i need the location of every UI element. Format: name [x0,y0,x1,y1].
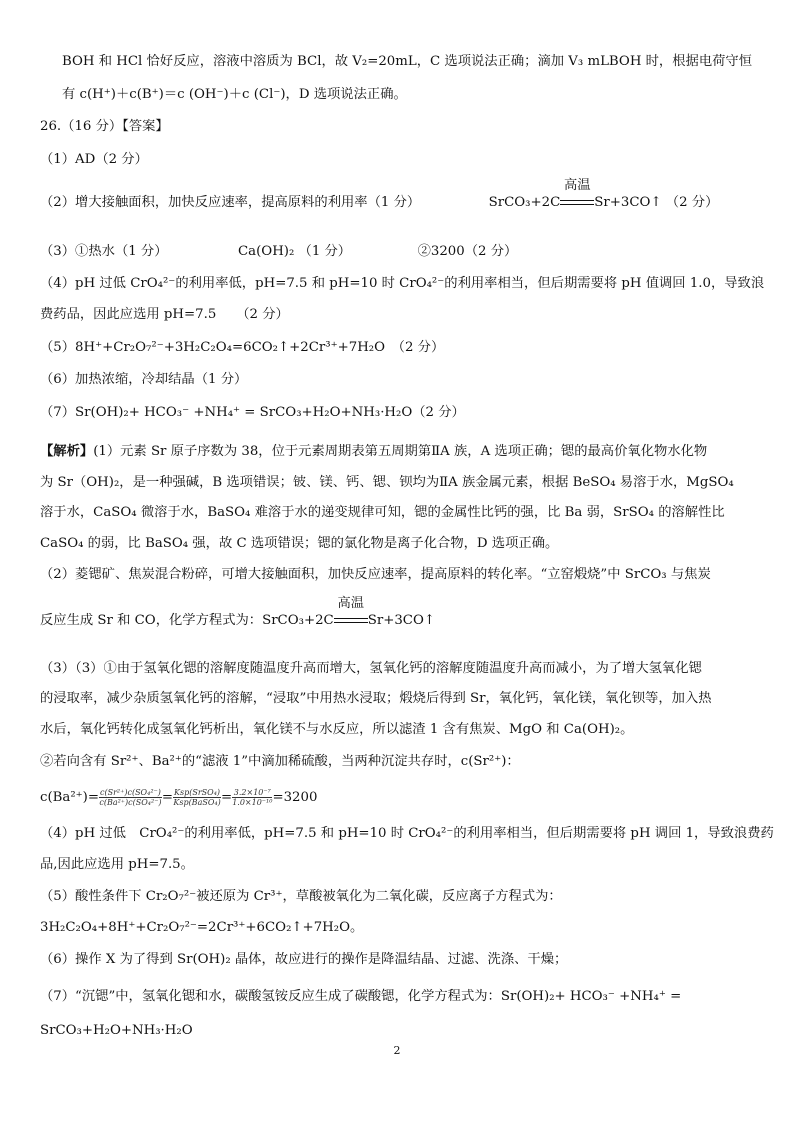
explanation-line: 为 Sr（OH)₂，是一种强碱，B 选项错误；铍、镁、钙、锶、钡均为ⅡA 族金属元素，根据 BeSO₄ 易溶于水，MgSO₄ [40,475,734,490]
explanation-line: CaSO₄ 的弱，比 BaSO₄ 强，故 C 选项错误；锶的氯化物是离子化合物，D 选项正确。 [40,536,559,551]
explanation-line [40,443,764,461]
answer-line: （7）Sr(OH)₂+ HCO₃⁻ +NH₄⁺ = SrCO₃+H₂O+NH₃·H₂O（2 分） [40,405,465,420]
explanation-text: 反应生成 Sr 和 CO，化学方程式为：SrCO₃+2C [40,613,334,628]
explanation-line: 溶于水，CaSO₄ 微溶于水，BaSO₄ 难溶于水的递变规律可知，锶的金属性比钙的强，比 Ba 弱，SrSO₄ 的溶解性比 [40,505,725,520]
explanation-line: （6）操作 X 为了得到 Sr(OH)₂ 晶体，故应进行的操作是降温结晶、过滤、洗涤、干燥； [40,952,568,967]
explanation-line [40,596,764,630]
answer-part: Ca(OH)₂ （1 分） [238,244,352,259]
explanation-label: 【解析】 [40,444,94,459]
answer-line: （6）加热浓缩，冷却结晶（1 分） [40,372,248,387]
fraction-denominator: 1.0×10⁻¹⁰ [232,798,273,807]
answer-line: （4）pH 过低 CrO₄²⁻的利用率低，pH=7.5 和 pH=10 时 CrO₄²⁻的利用率相当，但后期需要将 pH 值调回 1.0，导致浪 [40,276,765,291]
explanation-text: (1）元素 Sr 原子序数为 38，位于元素周期表第五周期第ⅡA 族，A 选项正确；锶的最高价氧化物水化物 [93,444,708,459]
answer-part: （3）①热水（1 分） [40,244,168,259]
formula-line: c(Ba²⁺)= $\frac{\text{c(Sr²⁺)c(SO₄²⁻)}}{\text{c(Ba²⁺)c(SO₄²⁻)}}$ = $\frac{\text{Ksp(SrSO₄)}}{\text{Ksp(BaSO₄)}}$ = $\frac{\text{3.2×10⁻⁷}}{\text{1.0×10⁻¹⁰}}$ =3200 [40,788,318,807]
explanation-line: （4）pH 过低 CrO₄²⁻的利用率低，pH=7.5 和 pH=10 时 CrO₄²⁻的利用率相当，但后期需要将 pH 调回 1，导致浪费药 [40,826,774,841]
explanation-line: ②若向含有 Sr²⁺、Ba²⁺的“滤液 1”中滴加稀硫酸，当两种沉淀共存时，c(Sr²⁺)： [40,754,520,769]
equation-right: Sr+3CO↑ [367,613,436,628]
formula-result: =3200 [272,790,318,805]
text-line: 有 c(H⁺)＋c(B⁺)＝c (OH⁻)＋c (Cl⁻)，D 选项说法正确。 [62,87,407,102]
answer-line [40,243,764,261]
fraction [232,788,272,807]
answer-part: ②3200（2 分） [417,244,518,259]
formula-lead: c(Ba²⁺)= [40,790,100,805]
answer-line: （1）AD（2 分） [40,152,148,167]
condition-label: 高温 [337,596,365,611]
explanation-line: （7）“沉锶”中，氢氧化锶和水，碳酸氢铵反应生成了碳酸锶，化学方程式为：Sr(OH)₂+ HCO₃⁻ +NH₄⁺ = [40,989,682,1004]
answer-line [40,178,764,212]
page-number: 2 [393,1044,401,1057]
explanation-line: 的浸取率，减少杂质氢氧化钙的溶解，“浸取”中用热水浸取；煅烧后得到 Sr，氧化钙，氧化镁，氧化钡等，加入热 [40,691,712,706]
explanation-line: 水后，氧化钙转化成氢氧化钙析出，氧化镁不与水反应，所以滤渣 1 含有焦炭、MgO 和 Ca(OH)₂。 [40,722,634,737]
explanation-line: （2）菱锶矿、焦炭混合粉碎，可增大接触面积，加快反应速率，提高原料的转化率。“立窑煅烧”中 SrCO₃ 与焦炭 [40,567,711,582]
fraction-numerator: Ksp(SrSO₄) [174,788,221,797]
fraction-numerator: 3.2×10⁻⁷ [233,788,271,797]
fraction-numerator: c(Sr²⁺)c(SO₄²⁻) [100,788,161,797]
condition-arrow [334,596,368,630]
explanation-line: 品,因此应选用 pH=7.5。 [40,857,194,872]
answer-line: （5）8H⁺+Cr₂O₇²⁻+3H₂C₂O₄=6CO₂↑+2Cr³⁺+7H₂O （2 分） [40,340,445,355]
question-heading: 26.（16 分）【答案】 [40,119,169,134]
answer-text: （2）增大接触面积，加快反应速率，提高原料的利用率（1 分） [40,195,421,210]
equation-left: SrCO₃+2C [488,195,561,210]
condition-arrow [560,178,594,212]
explanation-line: （3）（3）①由于氢氧化锶的溶解度随温度升高而增大，氢氧化钙的溶解度随温度升高而减小，为了增大氢氧化锶 [40,661,702,676]
equation-right: Sr+3CO↑ （2 分） [594,195,719,210]
condition-label: 高温 [564,178,591,193]
explanation-line: SrCO₃+H₂O+NH₃·H₂O [40,1023,193,1038]
fraction-denominator: c(Ba²⁺)c(SO₄²⁻) [99,798,162,807]
explanation-line: （5）酸性条件下 Cr₂O₇²⁻被还原为 Cr³⁺，草酸被氧化为二氧化碳，反应离子方程式为： [40,889,562,904]
fraction [173,788,221,807]
text-line: BOH 和 HCl 恰好反应，溶液中溶质为 BCl，故 V₂=20mL，C 选项说法正确；滴加 V₃ mLBOH 时，根据电荷守恒 [62,54,753,69]
answer-line: 费药品，因此应选用 pH=7.5 （2 分） [40,307,289,322]
explanation-line: 3H₂C₂O₄+8H⁺+Cr₂O₇²⁻=2Cr³⁺+6CO₂↑+7H₂O。 [40,920,364,935]
fraction-denominator: Ksp(BaSO₄) [173,798,221,807]
fraction [99,788,162,807]
